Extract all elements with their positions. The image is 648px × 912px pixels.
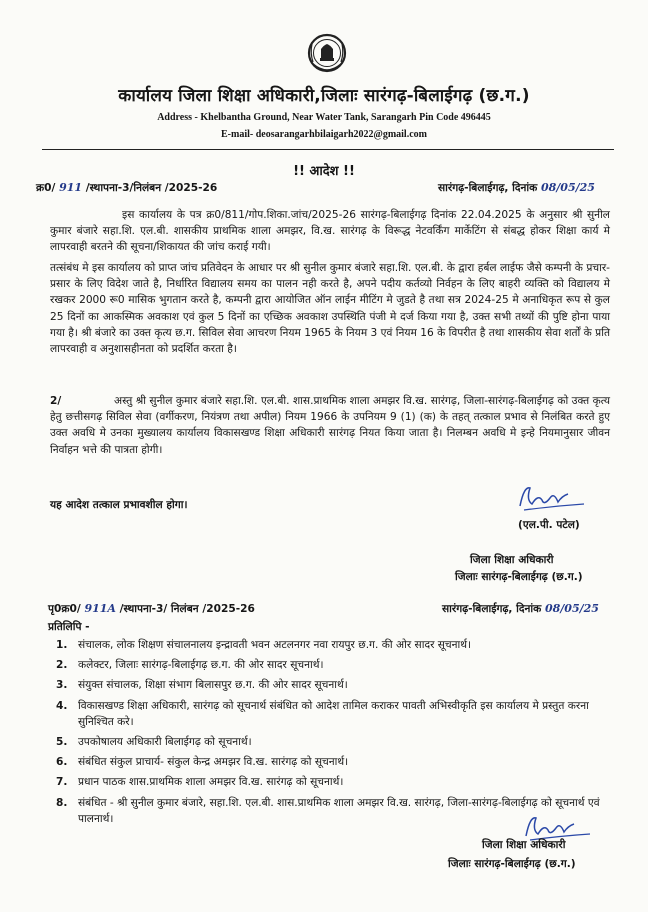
copy-signatory-designation: जिला शिक्षा अधिकारी — [482, 839, 566, 851]
copy-ref-number: 911A — [84, 602, 116, 615]
order-paragraph-3-text: अस्तु श्री सुनील कुमार बंजारे सहा.शि. एल.बी. शास.प्राथमिक शाला अमझर वि.ख. सारंगढ़, जिला-सारंगढ़-बिलाईगढ़ को उक्त कृत्य हेतु छत्तीसगढ़ सिविल सेवा (वर्गीकरण, नियंत्रण तथा अपील) नियम 1966 के उपनियम 9 (1) (क) के तहत् तत्काल प्रभाव से निलंबित करते हुए उक्त अवधि मे उनका मुख्यालय कार्यालय विकासखण्ड शिक्षा अधिकारी सारंगढ़ नियत किया जाता है। निलम्बन अवधि मे इन्हे नियमानुसार जीवन निर्वाहन भत्ते की पात्रता होगी। — [50, 395, 610, 456]
office-address: Address - Khelbantha Ground, Near Water Tank, Sarangarh Pin Code 496445 — [157, 112, 491, 123]
header-divider — [42, 149, 614, 150]
copy-signatory-district: जिलाः सारंगढ़-बिलाईगढ़ (छ.ग.) — [448, 858, 576, 870]
copy-ref-prefix: पृ0क्र0/ — [48, 603, 81, 615]
order-paragraph-1-text: इस कार्यालय के पत्र क्र0/811/गोप.शिका.जांच/2025-26 सारंगढ़-बिलाईगढ़ दिनांक 22.04.2025 के अनुसार श्री सुनील कुमार बंजारे सहा.शि. एल.बी. शासकीय प्राथमिक शाला अमझर, वि.ख. सारंगढ़ के विरूद्ध नेटवर्किंग मार्केटिंग से संबद्ध होकर शिक्षा कार्य मे लापरवाही बरतने की सूचना/शिकायत की जांच कराई गयी। — [50, 209, 610, 254]
order-paragraph-1 — [50, 207, 610, 256]
order-reference — [36, 181, 217, 195]
order-paragraph-3-number: 2/ — [50, 395, 62, 407]
order-ref-prefix: क्र0/ — [36, 182, 56, 194]
recipient-item: 1. संचालक, लोक शिक्षण संचालनालय इन्द्रावती भवन अटलनगर नवा रायपुर छ.ग. की ओर सादर सूचनार्थ। — [56, 639, 472, 651]
recipients-list — [56, 637, 616, 831]
recipient-item: 4. विकासखण्ड शिक्षा अधिकारी, सारंगढ़ को सूचनार्थ संबंधित को आदेश तामिल कराकर पावती अभिस्वीकृति इस कार्यालय मे प्रस्तुत करना सुनिश्चित करे। — [56, 699, 589, 728]
recipient-item: 8. संबंधित - श्री सुनील कुमार बंजारे, सहा.शि. एल.बी. शास.प्राथमिक शाला अमझर वि.ख. सारंगढ़, जिला-सारंगढ़-बिलाईगढ़ को सूचनार्थ एवं पालनार्थ। — [56, 796, 600, 825]
recipient-item: 2. कलेक्टर, जिलाः सारंगढ़-बिलाईगढ़ छ.ग. की ओर सादर सूचनार्थ। — [56, 659, 324, 672]
signatory-name: (एल.पी. पटेल) — [518, 519, 580, 531]
office-email: E-mail- deosarangarhbilaigarh2022@gmail.com — [221, 129, 427, 140]
recipient-item: 7. प्रधान पाठक शास.प्राथमिक शाला अमझर वि.ख. सारंगढ़ को सूचनार्थ। — [56, 776, 344, 789]
copy-date — [442, 602, 599, 616]
copy-reference — [48, 602, 255, 616]
office-title: कार्यालय जिला शिक्षा अधिकारी,जिलाः सारंगढ़-बिलाईगढ़ (छ.ग.) — [118, 86, 530, 106]
order-date — [438, 181, 595, 195]
order-ref-suffix: /स्थापना-3/निलंबन /2025-26 — [85, 182, 218, 194]
order-paragraph-2 — [50, 260, 610, 357]
copy-date-label: सारंगढ़-बिलाईगढ़, दिनांक — [442, 603, 542, 615]
recipient-item: 5. उपकोषालय अधिकारी बिलाईगढ़ को सूचनार्थ। — [56, 736, 252, 749]
copy-ref-suffix: /स्थापना-3/ निलंबन /2025-26 — [119, 603, 255, 615]
chhattisgarh-emblem-icon — [307, 32, 347, 78]
signatory-designation: जिला शिक्षा अधिकारी — [470, 554, 554, 566]
order-ref-number: 911 — [59, 181, 83, 194]
copy-date-value: 08/05/25 — [544, 602, 599, 615]
order-date-value: 08/05/25 — [540, 181, 595, 194]
recipient-item: 6. संबंधित संकुल प्राचार्य- संकुल केन्द्र अमझर वि.ख. सारंगढ़ को सूचनार्थ। — [56, 756, 349, 769]
recipient-item: 3. संयुक्त संचालक, शिक्षा संभाग बिलासपुर छ.ग. की ओर सादर सूचनार्थ। — [56, 679, 348, 692]
order-date-label: सारंगढ़-बिलाईगढ़, दिनांक — [438, 182, 538, 194]
signatory-district: जिलाः सारंगढ़-बिलाईगढ़ (छ.ग.) — [455, 571, 583, 583]
copy-heading: प्रतिलिपि - — [48, 621, 90, 633]
order-heading: !! आदेश !! — [293, 164, 355, 179]
effective-note: यह आदेश तत्काल प्रभावशील होगा। — [50, 499, 188, 511]
signature-1 — [514, 480, 604, 516]
order-paragraph-3 — [50, 393, 610, 458]
order-paragraph-2-text: तत्संबंध मे इस कार्यालय को प्राप्त जांच प्रतिवेदन के आधार पर श्री सुनील कुमार बंजारे सहा.शि. एल.बी. के द्वारा हर्बल लाईफ जैसे कम्पनी के प्रचार-प्रसार के लिए विदेश जाते है, निर्धारित विद्यालय समय का पालन नही करते है, अपने पदीय कर्तव्यो निर्वहन के लिए बाहरी व्यक्ति को विद्यालय मे रखकर 2000 रू0 मासिक भुगतान करते है, कम्पनी द्वारा आयोजित ऑन लाईन मीटिंग मे जुडते है तथा सत्र 2024-25 मे अनाधिकृत रूप से कुल 25 दिनों का आकस्मिक अवकाश एवं कुल 5 दिनों का एच्छिक अवकाश उपस्थिति पंजी मे दर्ज किया गया है, उक्त सभी तथ्यों की पुष्टि होना पाया गया है। श्री बंजारे का उक्त कृत्य छ.ग. सिविल सेवा आचरण नियम 1965 के नियम 3 एवं नियम 16 के विपरीत है तथा शासकीय सेवा शर्तों के प्रति लापरवाही व अनुशासहीनता को प्रदर्शित करता है। — [50, 262, 610, 356]
